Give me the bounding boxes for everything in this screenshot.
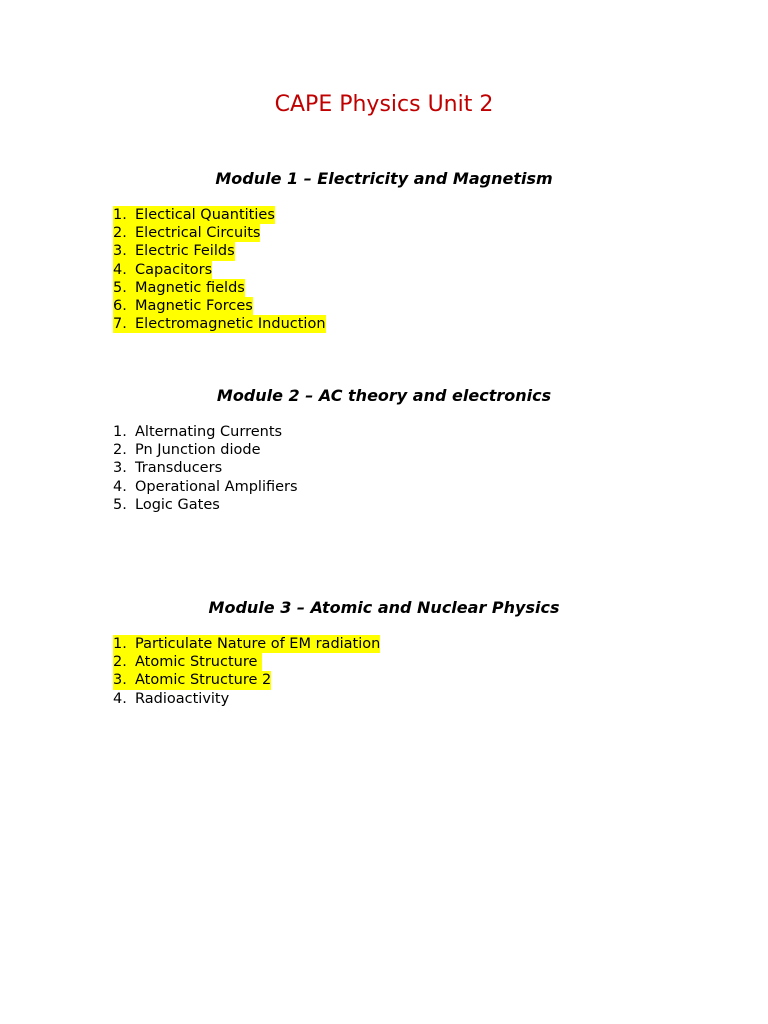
item-number: 3. <box>113 460 127 477</box>
item-text: Transducers <box>135 460 223 477</box>
list-item <box>113 653 262 671</box>
list-item <box>113 224 260 242</box>
list-item <box>113 206 275 224</box>
list-item <box>113 635 380 653</box>
list-item <box>113 242 235 260</box>
item-text: Particulate Nature of EM radiation <box>135 636 381 652</box>
item-number: 2. <box>113 654 127 671</box>
item-number: 1. <box>113 636 127 652</box>
item-text: Electrical Circuits <box>135 225 261 242</box>
list-item <box>113 478 298 496</box>
item-text: Electical Quantities <box>135 207 275 223</box>
list-item <box>113 690 380 708</box>
item-number: 1. <box>113 207 127 223</box>
item-number: 2. <box>113 225 127 242</box>
item-number: 4. <box>113 261 127 278</box>
item-text: Magnetic Forces <box>135 298 253 315</box>
list-item <box>113 496 298 514</box>
item-text: Atomic Structure <box>135 654 263 671</box>
list-item <box>113 261 212 279</box>
item-text: Magnetic fields <box>135 279 245 296</box>
module-3-topic-list <box>113 635 380 708</box>
item-text: Operational Amplifiers <box>135 478 298 495</box>
item-text: Electromagnetic Induction <box>135 316 326 333</box>
item-number: 1. <box>113 424 127 440</box>
module-2-topic-list <box>113 423 298 514</box>
item-number: 4. <box>113 690 127 707</box>
item-number: 4. <box>113 478 127 495</box>
item-number: 3. <box>113 672 127 689</box>
item-text: Electric Feilds <box>135 243 235 260</box>
item-text: Radioactivity <box>135 690 230 707</box>
module-3-heading: Module 3 – Atomic and Nuclear Physics <box>208 598 560 617</box>
list-item <box>113 459 298 477</box>
list-item <box>113 297 253 315</box>
item-number: 7. <box>113 316 127 333</box>
module-2-heading: Module 2 – AC theory and electronics <box>216 386 552 405</box>
list-item <box>113 441 298 459</box>
item-number: 2. <box>113 442 127 459</box>
item-text: Pn Junction diode <box>135 442 261 459</box>
list-item <box>113 315 326 333</box>
list-item <box>113 279 245 297</box>
item-number: 6. <box>113 298 127 315</box>
list-item <box>113 671 271 689</box>
list-item <box>113 423 298 441</box>
module-1-heading: Module 1 – Electricity and Magnetism <box>215 169 553 188</box>
item-text: Alternating Currents <box>135 424 283 440</box>
document-title: CAPE Physics Unit 2 <box>274 92 494 117</box>
item-text: Logic Gates <box>135 496 220 513</box>
module-1-topic-list <box>113 206 326 333</box>
item-text: Capacitors <box>135 261 213 278</box>
item-number: 5. <box>113 279 127 296</box>
item-number: 3. <box>113 243 127 260</box>
item-text: Atomic Structure 2 <box>135 672 272 689</box>
item-number: 5. <box>113 496 127 513</box>
